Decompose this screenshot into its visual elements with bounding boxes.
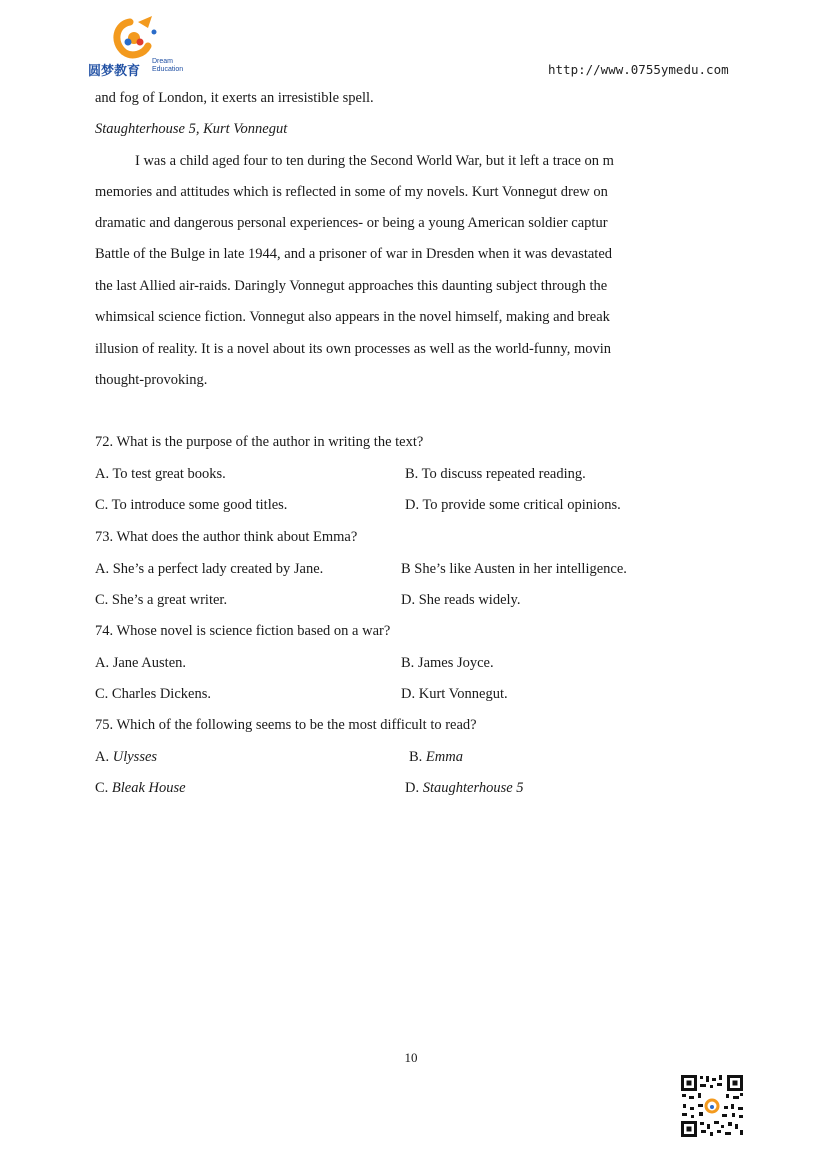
option-letter: C. xyxy=(95,780,112,796)
question-stem: 75. Which of the following seems to be the most difficult to read? xyxy=(95,717,477,733)
answer-option: C. To introduce some good titles. xyxy=(95,497,288,513)
qr-code-icon xyxy=(680,1074,744,1138)
answer-option: A. To test great books. xyxy=(95,466,226,482)
answer-option: B. James Joyce. xyxy=(401,655,494,671)
question-stem: 72. What is the purpose of the author in writing the text? xyxy=(95,434,424,450)
answer-option xyxy=(95,780,186,797)
answer-option: C. Charles Dickens. xyxy=(95,686,211,702)
option-letter: A. xyxy=(95,749,113,765)
passage-line: Battle of the Bulge in late 1944, and a prisoner of war in Dresden when it was devastated xyxy=(95,246,613,262)
passage-subtitle: Staughterhouse 5, Kurt Vonnegut xyxy=(95,121,288,137)
passage-line: whimsical science fiction. Vonnegut also appears in the novel himself, making and break xyxy=(95,309,610,325)
answer-option: B. To discuss repeated reading. xyxy=(405,466,586,482)
page-number: 10 xyxy=(404,1050,418,1065)
answer-option xyxy=(409,749,463,766)
option-letter: D. xyxy=(405,780,423,796)
option-title: Bleak House xyxy=(111,780,186,796)
answer-option: B She’s like Austen in her intelligence. xyxy=(401,561,627,577)
option-title: Emma xyxy=(425,749,463,765)
answer-option xyxy=(405,780,524,797)
logo-english-line1: Dream xyxy=(152,58,174,65)
passage-line: and fog of London, it exerts an irresistible spell. xyxy=(95,90,374,106)
answer-option: D. Kurt Vonnegut. xyxy=(401,686,508,702)
answer-option: A. She’s a perfect lady created by Jane. xyxy=(95,561,324,577)
option-title: Staughterhouse 5 xyxy=(422,780,524,796)
answer-option: C. She’s a great writer. xyxy=(95,592,228,608)
answer-option xyxy=(95,749,157,766)
logo-chinese-text: 圆梦教育 xyxy=(88,64,141,79)
option-letter: B. xyxy=(409,749,426,765)
passage-line: dramatic and dangerous personal experiences- or being a young American soldier captur xyxy=(95,215,608,231)
answer-option: D. She reads widely. xyxy=(401,592,521,608)
header-url: http://www.0755ymedu.com xyxy=(548,62,729,77)
logo-english-line2: Education xyxy=(152,66,184,73)
question-stem: 73. What does the author think about Emma? xyxy=(95,529,358,545)
passage-line: I was a child aged four to ten during the Second World War, but it left a trace on m xyxy=(135,153,614,169)
answer-option: A. Jane Austen. xyxy=(95,655,187,671)
passage-line: illusion of reality. It is a novel about its own processes as well as the world-funny, movin xyxy=(95,341,611,357)
passage-line: memories and attitudes which is reflected in some of my novels. Kurt Vonnegut drew on xyxy=(95,184,608,200)
passage-line: the last Allied air-raids. Daringly Vonnegut approaches this daunting subject through the xyxy=(95,278,608,294)
option-title: Ulysses xyxy=(112,749,158,765)
passage-line: thought-provoking. xyxy=(95,372,208,388)
answer-option: D. To provide some critical opinions. xyxy=(405,497,621,513)
question-stem: 74. Whose novel is science fiction based on a war? xyxy=(95,623,391,639)
